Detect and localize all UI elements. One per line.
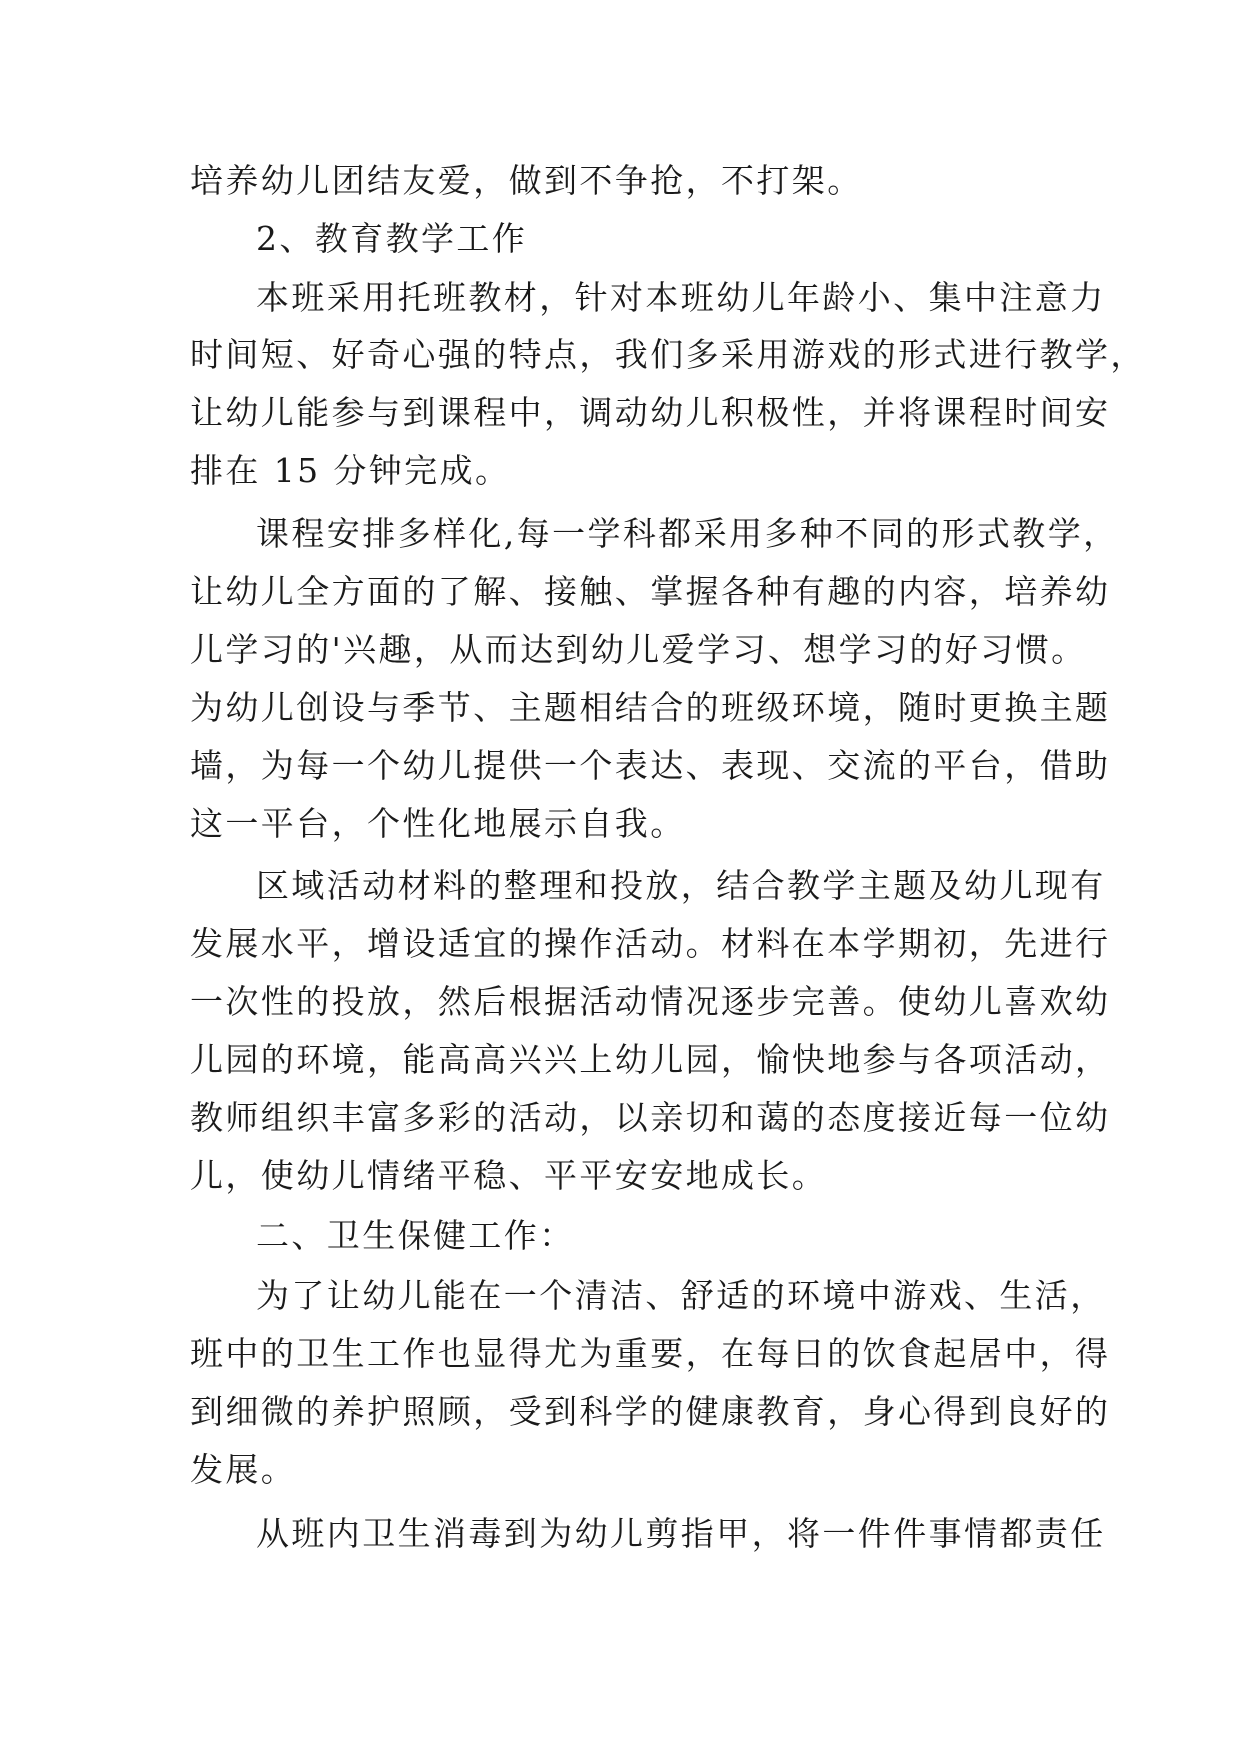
paragraph-line: 课程安排多样化,每一学科都采用多种不同的形式教学， xyxy=(256,514,1119,553)
paragraph-line: 本班采用托班教材，针对本班幼儿年龄小、集中注意力 xyxy=(256,278,1106,317)
paragraph-line: 区域活动材料的整理和投放，结合教学主题及幼儿现有 xyxy=(256,866,1106,905)
paragraph-line: 发展。 xyxy=(190,1450,297,1489)
paragraph-line: 儿园的环境，能高高兴兴上幼儿园，愉快地参与各项活动， xyxy=(190,1040,1111,1079)
paragraph-line: 一次性的投放，然后根据活动情况逐步完善。使幼儿喜欢幼 xyxy=(190,982,1111,1021)
paragraph-line: 培养幼儿团结友爱，做到不争抢，不打架。 xyxy=(190,161,863,200)
paragraph-line: 这一平台，个性化地展示自我。 xyxy=(190,804,686,843)
paragraph-line: 从班内卫生消毒到为幼儿剪指甲，将一件件事情都责任 xyxy=(256,1514,1106,1553)
paragraph-line: 儿学习的'兴趣，从而达到幼儿爱学习、想学习的好习惯。 xyxy=(190,630,1087,669)
paragraph-line: 教师组织丰富多彩的活动，以亲切和蔼的态度接近每一位幼 xyxy=(190,1098,1111,1137)
paragraph-line: 发展水平，增设适宜的操作活动。材料在本学期初，先进行 xyxy=(190,924,1111,963)
paragraph-line: 班中的卫生工作也显得尤为重要，在每日的饮食起居中，得 xyxy=(190,1334,1111,1373)
paragraph-line: 为了让幼儿能在一个清洁、舒适的环境中游戏、生活， xyxy=(256,1276,1106,1315)
section-heading: 二、卫生保健工作： xyxy=(256,1216,575,1255)
paragraph-line: 时间短、好奇心强的特点，我们多采用游戏的形式进行教学， xyxy=(190,335,1146,374)
paragraph-line: 让幼儿全方面的了解、接触、掌握各种有趣的内容，培养幼 xyxy=(190,572,1111,611)
paragraph-line: 到细微的养护照顾，受到科学的健康教育，身心得到良好的 xyxy=(190,1392,1111,1431)
section-heading: 2、教育教学工作 xyxy=(256,219,528,258)
paragraph-line: 为幼儿创设与季节、主题相结合的班级环境，随时更换主题 xyxy=(190,688,1111,727)
paragraph-line: 排在 15 分钟完成。 xyxy=(190,451,511,490)
paragraph-line: 墙，为每一个幼儿提供一个表达、表现、交流的平台，借助 xyxy=(190,746,1111,785)
paragraph-line: 儿，使幼儿情绪平稳、平平安安地成长。 xyxy=(190,1156,828,1195)
paragraph-line: 让幼儿能参与到课程中，调动幼儿积极性，并将课程时间安 xyxy=(190,393,1111,432)
